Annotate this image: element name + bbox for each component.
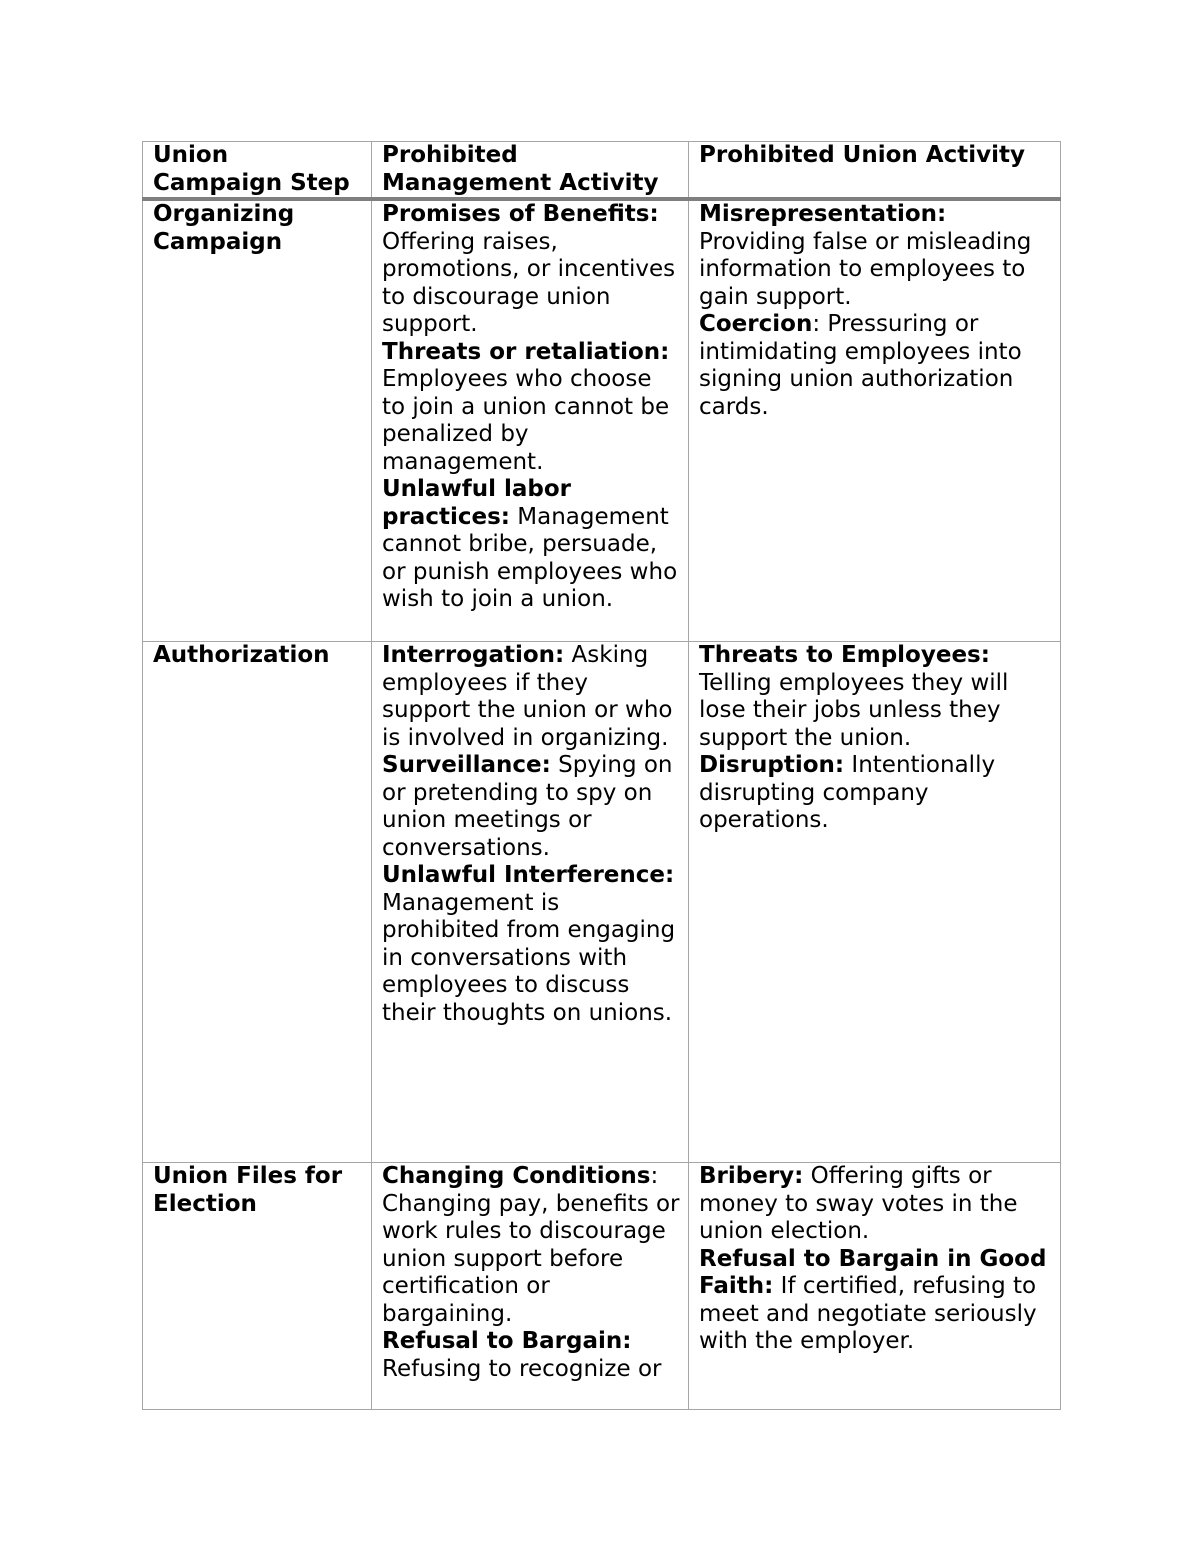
step-cell [143,642,372,1163]
activity-text: Offering gifts or money to sway votes in the union election. [699,1163,1018,1244]
activity-label: Threats or retaliation: [382,338,670,365]
management-activity-cell [372,642,689,1163]
activity-text: Spying on or pretending to spy on union meetings or conversations. [382,752,673,861]
table-row [143,1163,1061,1410]
union-activity-cell [689,642,1061,1163]
activity-text: : Pressuring or intimidating employees into signing union authorization cards. [699,311,1022,420]
header-prohibited-union-activity: Prohibited Union Activity [689,142,1061,200]
activity-text: Providing false or misleading information to employees to gain support. [699,228,1032,310]
activity-entry [382,752,680,862]
activity-text: : Changing pay, benefits or work rules to discourage union support before certification or bargaining. [382,1163,680,1327]
activity-label: Misrepresentation: [699,201,947,227]
step-cell [143,1163,372,1410]
activity-entry [382,1163,680,1328]
step-cell [143,199,372,642]
activity-text: Management is prohibited from engaging in conversations with employees to discuss their thoughts on unions. [382,889,676,1026]
activity-text: Offering raises, promotions, or incentives to discourage union support. [382,228,676,337]
activity-entry [382,642,680,752]
activity-label: Unlawful Interference: [382,862,675,888]
table-header-row [143,142,1061,200]
activity-text: Management cannot bribe, persuade, or punish employees who wish to join a union. [382,503,678,612]
activity-label: Refusal to Bargain: [382,1328,632,1354]
activity-entry [382,862,680,1027]
header-union-campaign-step: Union Campaign Step [143,142,372,200]
activity-label: Changing Conditions [382,1163,651,1189]
table-row [143,199,1061,642]
header-prohibited-management-activity: Prohibited Management Activity [372,142,689,200]
activity-label: Promises of Benefits: [382,201,659,227]
management-activity-cell [372,199,689,642]
activity-entry [382,201,680,339]
activity-text: If certified, refusing to meet and negotiate seriously with the employer. [699,1273,1037,1354]
union-activity-cell [689,1163,1061,1410]
activity-entry [382,1328,680,1383]
activity-text: Refusing to recognize or [382,1355,662,1382]
activity-label: Surveillance: [382,752,551,778]
step-name: Authorization [153,642,330,668]
activity-entry [699,1246,1052,1356]
activity-entry [699,1163,1052,1246]
step-name: Organizing Campaign [153,201,295,255]
activity-label: Coercion [699,311,813,337]
activity-entry [699,311,1052,421]
step-name: Union Files for Election [153,1163,343,1217]
activity-label: Disruption: [699,752,845,778]
activity-entry [382,476,680,614]
activity-text: Intentionally disrupting company operations. [699,752,996,833]
activity-entry [382,339,680,477]
activity-label: Interrogation: [382,642,565,668]
activity-entry [699,752,1052,835]
activity-entry [699,642,1052,752]
activity-text: Employees who choose to join a union cannot be penalized by management. [382,366,670,475]
union-activity-cell [689,199,1061,642]
management-activity-cell [372,1163,689,1410]
activity-label: Bribery: [699,1163,804,1189]
activity-label: Unlawful labor practices: [382,476,571,530]
activity-label: Threats to Employees: [699,642,990,668]
activity-text: Asking employees if they support the union or who is involved in organizing. [382,642,673,751]
activity-text: Telling employees they will lose their jobs unless they support the union. [699,669,1009,751]
activity-entry [699,201,1052,311]
activity-label: Refusal to Bargain in Good Faith: [699,1245,1047,1299]
table-row [143,642,1061,1163]
prohibited-activities-table [142,141,1061,1410]
